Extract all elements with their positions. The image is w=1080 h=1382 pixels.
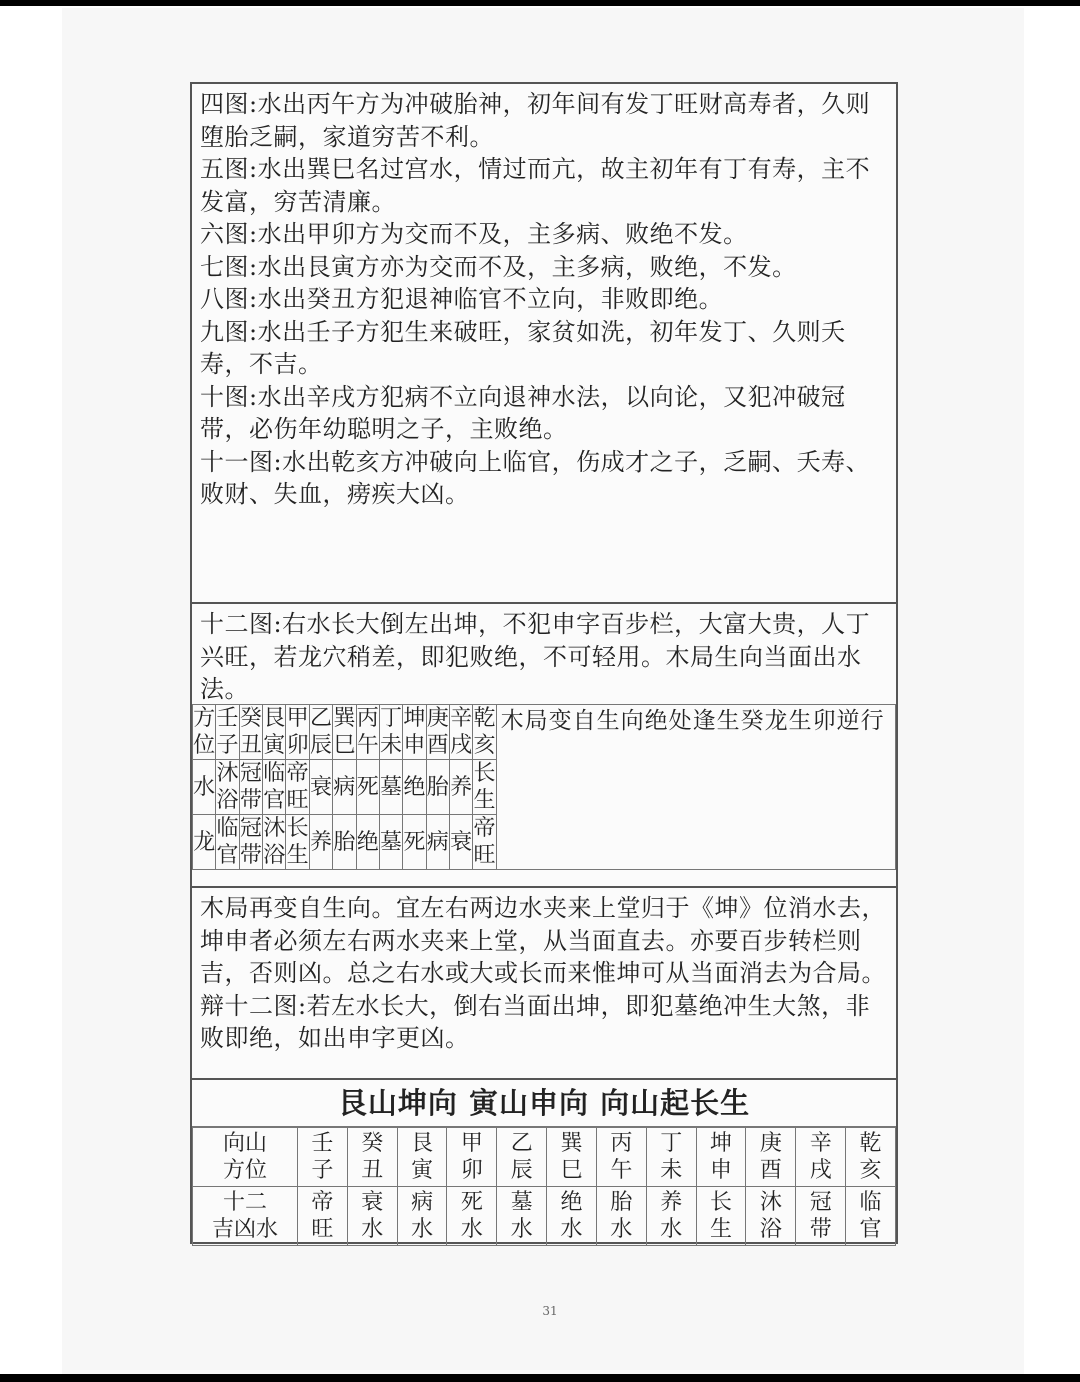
row-label-dragon: 龙 (193, 815, 216, 870)
dragon-cell: 临 官 (216, 816, 239, 868)
direction-cell: 丁 未 (646, 1128, 696, 1187)
dragon-cell: 病 (426, 815, 449, 870)
dragon-cell: 死 (403, 815, 426, 870)
direction-cell: 巽 巳 (547, 1128, 597, 1187)
direction-cell: 壬 子 (216, 706, 239, 758)
table-row (193, 1128, 896, 1187)
value-cell: 绝 水 (547, 1187, 597, 1246)
water-cell: 临 官 (263, 761, 286, 813)
water-cell: 墓 (379, 760, 402, 815)
direction-cell: 丁 未 (380, 706, 403, 758)
direction-cell: 乾 亥 (846, 1128, 896, 1187)
direction-cell: 癸 丑 (239, 706, 262, 758)
paragraph-figure-6: 六图:水出甲卯方为交而不及，主多病、败绝不发。 (200, 220, 748, 248)
row-label-water: 水 (193, 760, 216, 815)
direction-cell: 癸 丑 (347, 1128, 397, 1187)
explanation-box (190, 886, 898, 1080)
water-cell: 帝 旺 (286, 761, 309, 813)
paragraph-figure-4: 四图:水出丙午方为冲破胎神，初年间有发丁旺财高寿者，久则堕胎乏嗣，家道穷苦不利。 (200, 90, 871, 151)
direction-cell: 庚 酉 (426, 706, 449, 758)
value-cell: 临 官 (846, 1187, 896, 1246)
row-label-direction: 方 位 (193, 706, 216, 758)
row-label-twelve-water: 十二 吉凶水 (193, 1187, 298, 1246)
row-label-mountain-direction: 向山 方位 (193, 1128, 298, 1187)
explanation-text (192, 888, 896, 1055)
paragraph-figure-10: 十图:水出辛戌方犯病不立向退神水法，以向论，又犯冲破冠带，必伤年幼聪明之子，主败绝。 (200, 382, 846, 443)
dragon-cell: 墓 (379, 815, 402, 870)
direction-cell: 丙 午 (356, 706, 379, 758)
paragraph-figure-11: 十一图:水出乾亥方冲破向上临官，伤成才之子，乏嗣、夭寿、败财、失血，痨疾大凶。 (200, 447, 871, 508)
dragon-cell: 养 (309, 815, 332, 870)
direction-cell: 甲 卯 (286, 706, 309, 758)
water-cell: 绝 (403, 760, 426, 815)
direction-cell: 辛 戌 (796, 1128, 846, 1187)
figure-12-text (192, 604, 896, 706)
water-cell: 衰 (309, 760, 332, 815)
water-cell: 病 (333, 760, 356, 815)
dragon-cell: 帝 旺 (473, 816, 496, 868)
water-cell: 长 生 (473, 761, 496, 813)
table-row (193, 705, 896, 760)
paragraph-figure-8: 八图:水出癸丑方犯退神临官不立向，非败即绝。 (200, 285, 724, 313)
value-cell: 死 水 (447, 1187, 497, 1246)
value-cell: 养 水 (646, 1187, 696, 1246)
direction-cell: 艮 寅 (397, 1128, 447, 1187)
water-cell: 胎 (426, 760, 449, 815)
table-row (193, 1187, 896, 1246)
gen-kun-table-box (190, 1078, 898, 1244)
direction-cell: 艮 寅 (263, 706, 286, 758)
paragraph-figure-7: 七图:水出艮寅方亦为交而不及，主多病，败绝，不发。 (200, 252, 797, 281)
direction-cell: 乾 亥 (473, 706, 496, 758)
paragraph-figure-12: 十二图:右水长大倒左出坤，不犯申字百步栏，大富大贵，人丁兴旺，若龙穴稍差，即犯败绝，不可轻用。木局生向当面出水法。 (200, 610, 871, 703)
direction-cell: 坤 申 (696, 1128, 746, 1187)
figure-12-table (192, 704, 896, 870)
twelve-water-table (192, 1127, 896, 1246)
direction-cell: 乙 辰 (309, 706, 332, 758)
direction-cell: 壬 子 (298, 1128, 348, 1187)
direction-cell: 庚 酉 (746, 1128, 796, 1187)
value-cell: 沐 浴 (746, 1187, 796, 1246)
value-cell: 墓 水 (497, 1187, 547, 1246)
value-cell: 胎 水 (596, 1187, 646, 1246)
dragon-cell: 冠 带 (239, 816, 262, 868)
figure-12-box (190, 602, 898, 888)
direction-cell: 坤 申 (403, 706, 426, 758)
value-cell: 冠 带 (796, 1187, 846, 1246)
value-cell: 衰 水 (347, 1187, 397, 1246)
wood-bureau-note: 木局变自生向绝处逢生癸龙生卯逆行 (496, 705, 895, 870)
paragraph-wood-bureau: 木局再变自生向。宜左右两边水夹来上堂归于《坤》位消水去，坤申者必须左右两水夹来上堂，从当面直去。亦要百步转栏则吉，否则凶。总之右水或大或长而来惟坤可从当面消去为合局。 (200, 894, 886, 987)
dragon-cell: 胎 (333, 815, 356, 870)
value-cell: 病 水 (397, 1187, 447, 1246)
paragraph-debate-12: 辩十二图:若左水长大，倒右当面出坤，即犯墓绝冲生大煞，非败即绝，如出申字更凶。 (200, 991, 871, 1052)
top-border (0, 0, 1080, 6)
value-cell: 帝 旺 (298, 1187, 348, 1246)
paragraph-figure-5: 五图:水出巽巳名过宫水，情过而亢，故主初年有丁有寿，主不发富，穷苦清廉。 (200, 155, 871, 216)
bottom-border (0, 1374, 1080, 1382)
page-number: 31 (542, 1304, 558, 1318)
table-title: 艮山坤向 寅山申向 向山起长生 (192, 1080, 896, 1127)
water-cell: 死 (356, 760, 379, 815)
dragon-cell: 衰 (449, 815, 472, 870)
water-cell: 冠 带 (239, 761, 262, 813)
direction-cell: 丙 午 (596, 1128, 646, 1187)
dragon-cell: 绝 (356, 815, 379, 870)
water-cell: 沐 浴 (216, 761, 239, 813)
dragon-cell: 长 生 (286, 816, 309, 868)
water-cell: 养 (449, 760, 472, 815)
direction-cell: 甲 卯 (447, 1128, 497, 1187)
dragon-cell: 沐 浴 (263, 816, 286, 868)
direction-cell: 乙 辰 (497, 1128, 547, 1187)
figures-4-11-box (190, 82, 898, 604)
paragraph-figure-9: 九图:水出壬子方犯生来破旺，家贫如洗，初年发丁、久则夭寿，不吉。 (200, 317, 846, 378)
direction-cell: 辛 戌 (450, 706, 473, 758)
figures-4-11-text (192, 84, 896, 511)
value-cell: 长 生 (696, 1187, 746, 1246)
direction-cell: 巽 巳 (333, 706, 356, 758)
